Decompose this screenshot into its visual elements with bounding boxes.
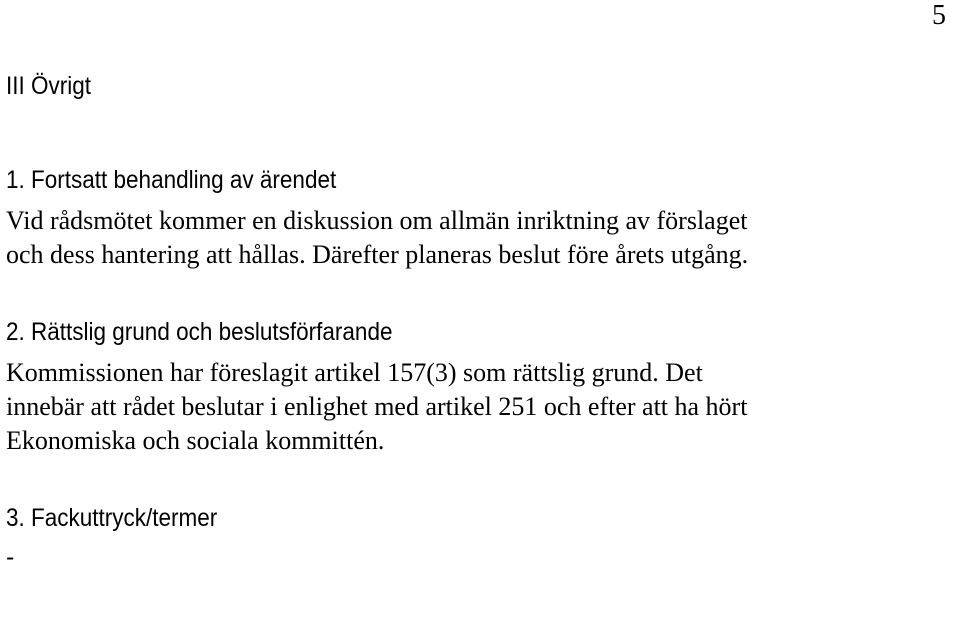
paragraph-line: och dess hantering att hållas. Därefter planeras beslut före årets utgång.	[6, 240, 749, 269]
paragraph-line: Kommissionen har föreslagit artikel 157(3) som rättslig grund. Det	[6, 358, 703, 387]
item-heading-2: 2. Rättslig grund och beslutsförfarande	[6, 318, 393, 346]
item-heading-3: 3. Fackuttryck/termer	[6, 504, 218, 532]
paragraph-line: Ekonomiska och sociala kommittén.	[6, 426, 385, 455]
item-dash: -	[6, 543, 15, 571]
paragraph-line: Vid rådsmötet kommer en diskussion om allmän inriktning av förslaget	[6, 206, 748, 235]
section-title: III Övrigt	[6, 72, 92, 100]
document-body	[6, 66, 946, 572]
item-paragraph-1	[6, 204, 946, 272]
item-heading-1: 1. Fortsatt behandling av ärendet	[6, 166, 337, 194]
item-paragraph-2	[6, 356, 946, 458]
page-number: 5	[932, 0, 946, 31]
paragraph-line: innebär att rådet beslutar i enlighet med artikel 251 och efter att ha hört	[6, 392, 748, 421]
